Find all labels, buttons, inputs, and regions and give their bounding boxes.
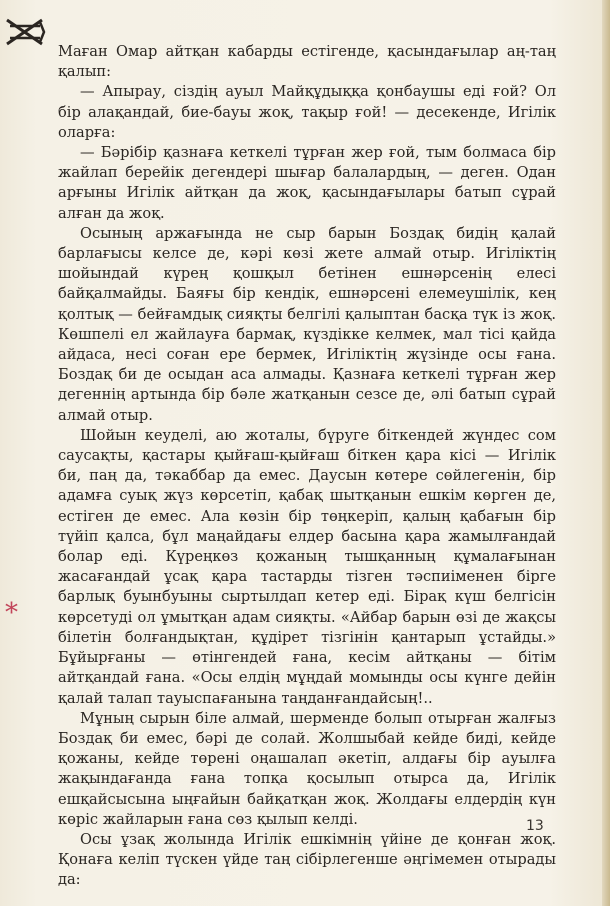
page-number: 13 — [526, 818, 544, 834]
margin-asterisk-icon: * — [5, 598, 18, 628]
page-spine-edge — [602, 0, 610, 906]
paragraph: Осының аржағында не сыр барын Боздақ бидің қалай барлағысы келсе де, кәрі көзі жете алмай отыр. Игіліктің шойындай күрең қошқыл бетінен ешнәрсенің елесі байқалмайды. Баяғы бір кендік, ешнәрсені елемеушілік, кең қолтық — бейғамдық сияқты белгілі қалыптан басқа түк із жоқ. Көшпелі ел жайлауға бармақ, күздікке келмек, мал тісі қайда айдаса, несі соған ере бермек, Игіліктің жүзінде осы ғана. Боздақ би де осыдан аса алмады. Қазнаға кеткелі тұрған жер дегеннің артында бір бәле жатқанын сезсе де, әлі батып сұрай алмай отыр. — [58, 224, 556, 424]
paragraph: Осы ұзақ жолында Игілік ешкімнің үйіне де қонған жоқ. Қонаға келіп түскен үйде таң сібірлегенше әңгімемен отырады да: — [58, 830, 556, 889]
paragraph: — Апырау, сіздің ауыл Майқұдыққа қонбаушы еді ғой? Ол бір алақандай, бие-бауы жоқ, тақыр ғой! — десекенде, Игілік оларға: — [58, 83, 556, 141]
body-text — [58, 42, 556, 891]
paragraph: Мұның сырын біле алмай, шерменде болып отырған жалғыз Боздақ би емес, бәрі де солай. Жолшыбай кейде биді, кейде қожаны, кейде төрені оңашалап әкетіп, алдағы бір ауылға жақындағанда ғана топқа қосылып отырса да, Игілік ешқайсысына ыңғайын байқатқан жоқ. Жолдағы елдердің күн көріс жайларын ғана сөз қылып келді. — [58, 709, 556, 828]
paragraph: Шойын кеуделі, аю жоталы, бүруге біткендей жүндес сом саусақты, қастары қыйғаш-қыйғаш біткен қара кісі — Игілік би, паң да, тәкаббар да емес. Даусын көтере сөйлегенін, бір адамға суық жүз көрсетіп, қабақ шытқанын ешкім көрген де, естіген де емес. Ала көзін бір төңкеріп, қалың қабағын бір түйіп қалса, бұл маңайдағы елдер басына қара жамылғандай болар еді. Күреңкөз қожаның тышқанның құмалағынан жасағандай ұсақ қара тастарды тізген тәспиіменен бірге барлық буынбуыны сыртылдап кетер еді. Бірақ күш белгісін көрсетуді ол ұмытқан адам сияқты. «Айбар барын өзі де жақсы білетін болғандықтан, құдірет тізгінін қантарып ұстайды.» Бұйырғаны — өтінгендей ғана, кесім айтқаны — бітім айтқандай ғана. «Осы елдің мұңдай момынды осы күнге дейін қалай талап тауыспағанына таңданғандайсың!.. — [58, 426, 556, 707]
paragraph: Маған Омар айтқан кабарды естігенде, қасындағылар аң-таң қалып: — [58, 43, 556, 81]
paragraph: — Бәрібір қазнаға кеткелі тұрған жер ғой, тым болмаса бір жайлап берейік дегендері шығар балалардың, — деген. Одан арғыны Игілік айтқан да жоқ, қасындағылары батып сұрай алған да жоқ. — [58, 144, 556, 222]
crossed-envelope-mark-icon — [4, 14, 46, 50]
